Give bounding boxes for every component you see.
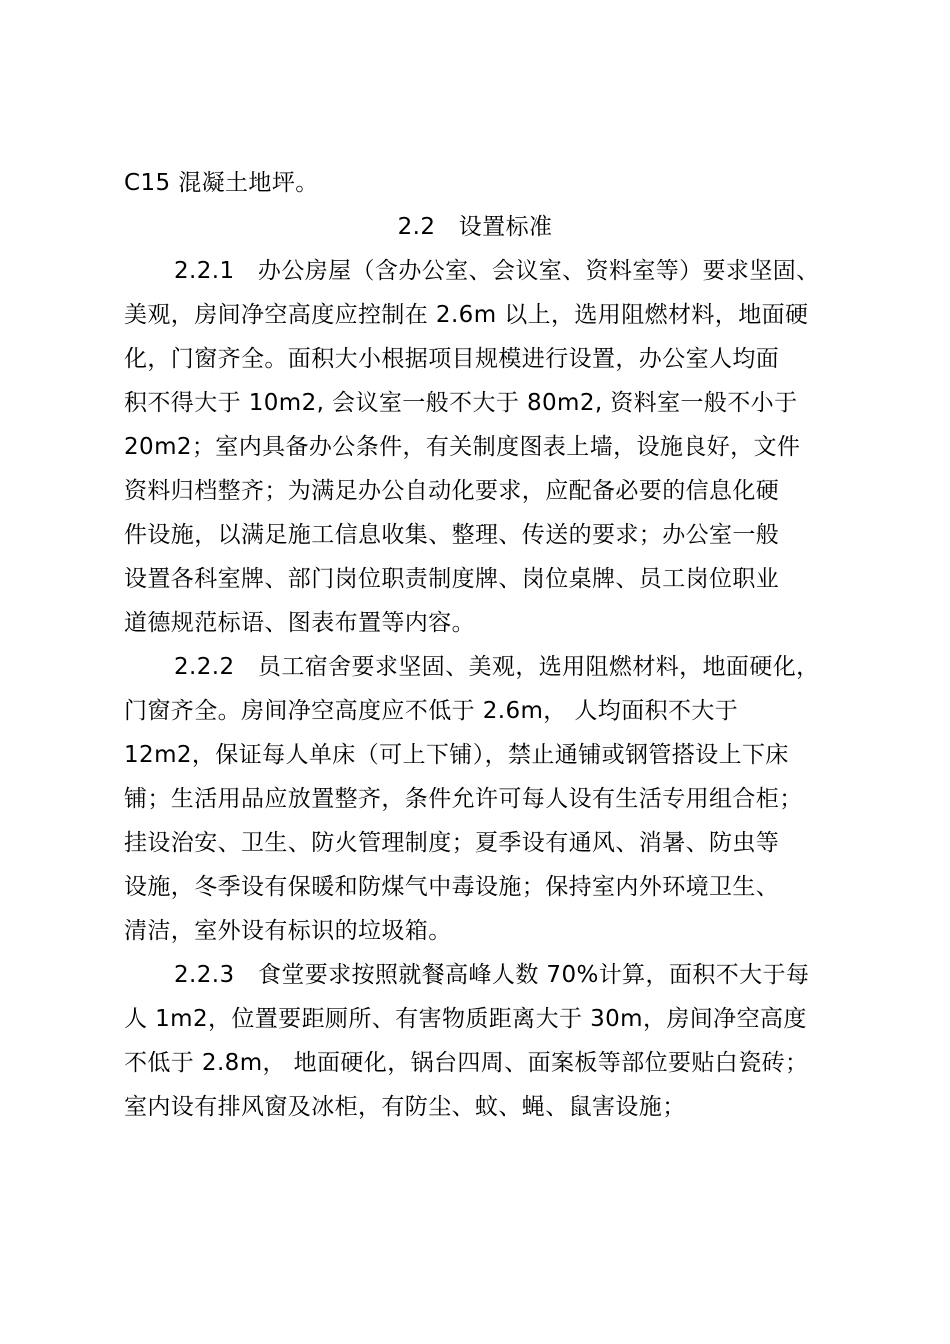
- text-line: 室内设有排风窗及冰柜，有防尘、蚊、蝇、鼠害设施；: [124, 1094, 686, 1120]
- paragraph-start: 2.2.1 办公房屋（含办公室、会议室、资料室等）要求坚固、: [174, 258, 820, 284]
- text-line: 门窗齐全。房间净空高度应不低于 2.6m， 人均面积不大于: [124, 698, 739, 724]
- text-line: 设施，冬季设有保暖和防煤气中毒设施；保持室内外环境卫生、: [124, 874, 780, 900]
- text-line: 清洁，室外设有标识的垃圾箱。: [124, 918, 452, 944]
- text-line: 件设施，以满足施工信息收集、整理、传送的要求；办公室一般: [124, 522, 780, 548]
- text-line: 挂设治安、卫生、防火管理制度；夏季设有通风、消暑、防虫等: [124, 830, 780, 856]
- text-line: 资料归档整齐；为满足办公自动化要求，应配备必要的信息化硬: [124, 478, 780, 504]
- text-line: 积不得大于 10m2, 会议室一般不大于 80m2, 资料室一般不小于: [124, 390, 798, 416]
- text-line: 12m2，保证每人单床（可上下铺），禁止通铺或钢管搭设上下床: [124, 742, 789, 768]
- text-line: 人 1m2，位置要距厕所、有害物质距离大于 30m，房间净空高度: [124, 1006, 807, 1032]
- text-line: 设置各科室牌、部门岗位职责制度牌、岗位桌牌、员工岗位职业: [124, 566, 780, 592]
- paragraph-start: 2.2.2 员工宿舍要求坚固、美观，选用阻燃材料，地面硬化，: [174, 654, 820, 680]
- text-line: 美观，房间净空高度应控制在 2.6m 以上，选用阻燃材料，地面硬: [124, 302, 809, 328]
- text-line: 道德规范标语、图表布置等内容。: [124, 610, 475, 636]
- paragraph-start: 2.2.3 食堂要求按照就餐高峰人数 70%计算，面积不大于每: [174, 962, 810, 988]
- text-line: 化，门窗齐全。面积大小根据项目规模进行设置，办公室人均面: [124, 346, 780, 372]
- text-line: C15 混凝土地坪。: [124, 170, 319, 196]
- text-line: 20m2；室内具备办公条件，有关制度图表上墙，设施良好，文件: [124, 434, 801, 460]
- text-line: 铺；生活用品应放置整齐，条件允许可每人设有生活专用组合柜；: [124, 786, 803, 812]
- section-heading: 2.2 设置标准: [397, 214, 553, 240]
- text-line: 不低于 2.8m， 地面硬化，锅台四周、面案板等部位要贴白瓷砖；: [124, 1050, 809, 1076]
